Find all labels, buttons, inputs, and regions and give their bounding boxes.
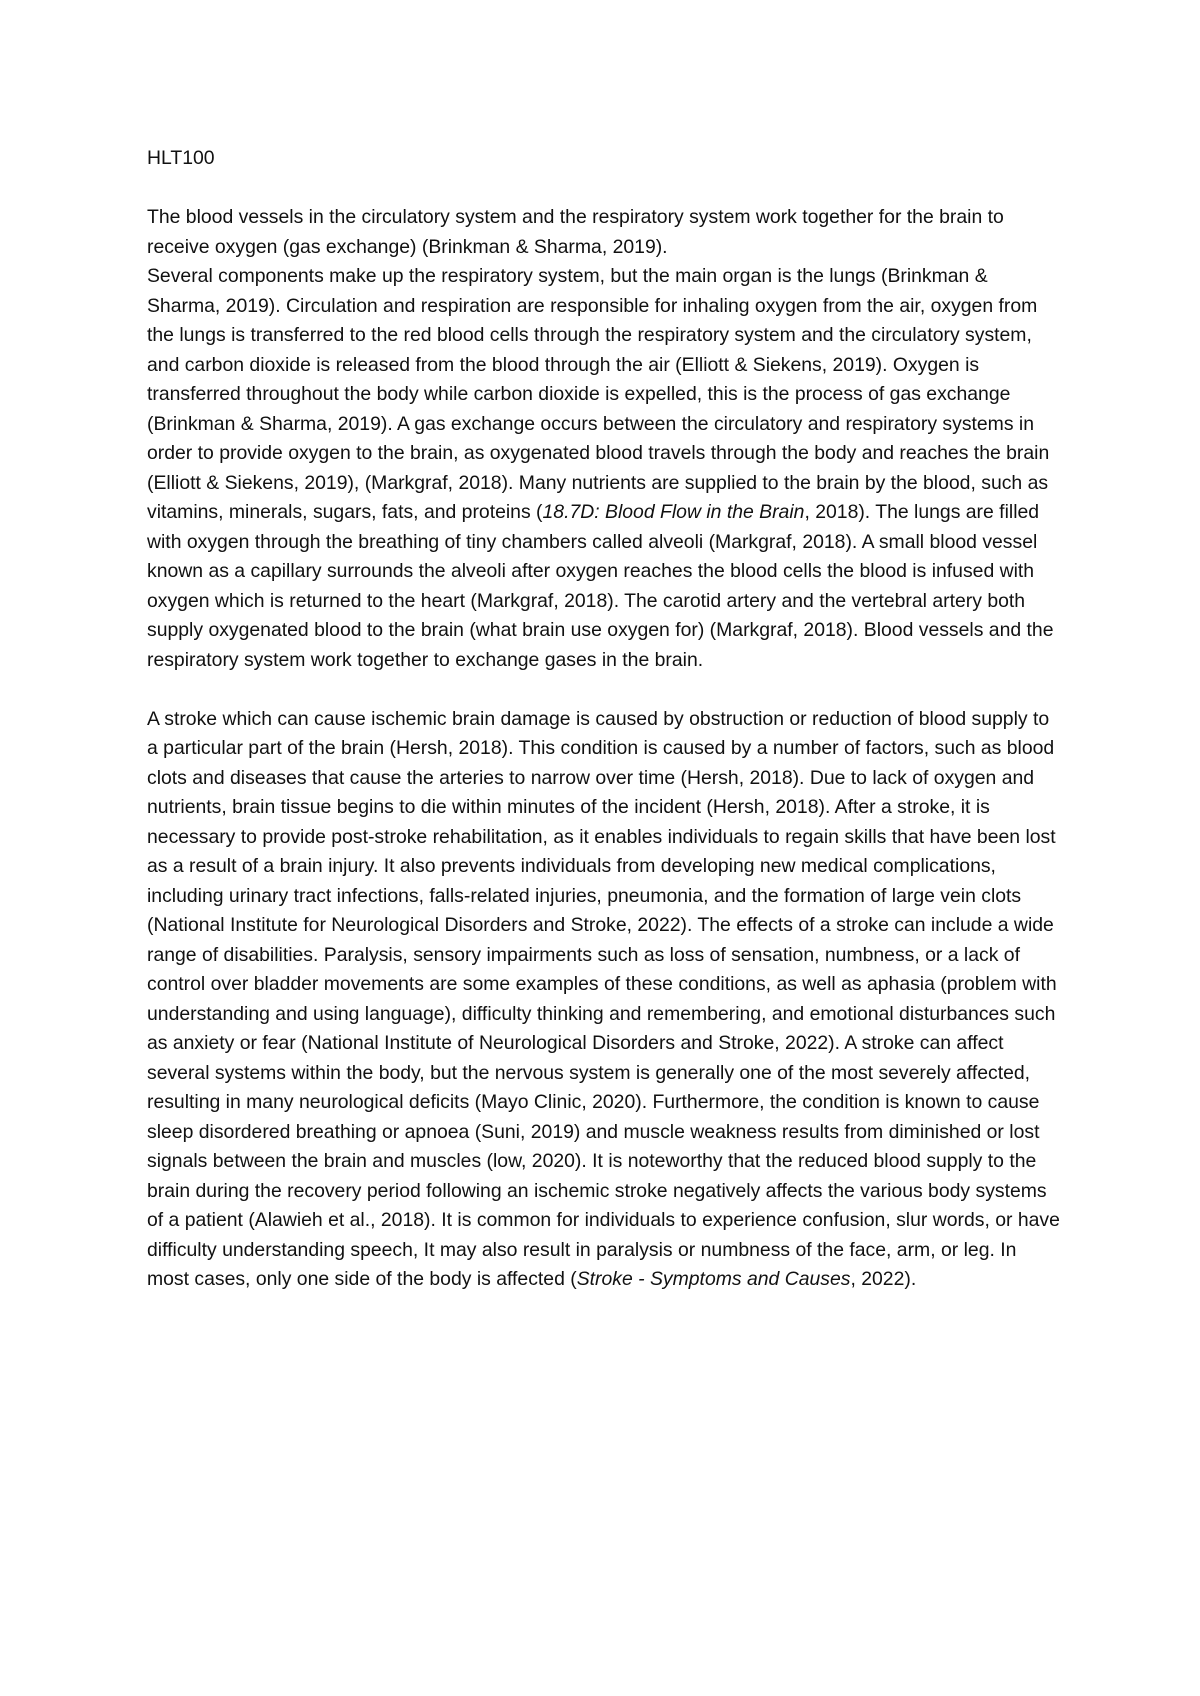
paragraph-text: , 2022). xyxy=(850,1268,917,1290)
paragraph-text: Several components make up the respiratory system, but the main organ is the lungs (Brinkman & Sharma, 2019). Circulation and respiration are responsible for inhaling oxygen from the air, oxygen from the lungs is transferred to the red blood cells through the respiratory system and the circulatory system, and carbon dioxide is released from the blood through the air (Elliott & Siekens, 2019). Oxygen is transferred throughout the body while carbon dioxide is expelled, this is the process of gas exchange (Brinkman & Sharma, 2019). A gas exchange occurs between the circulatory and respiratory systems in order to provide oxygen to the brain, as oxygenated blood travels through the body and reaches the brain (Elliott & Siekens, 2019), (Markgraf, 2018). Many nutrients are supplied to the brain by the blood, such as vitamins, minerals, sugars, fats, and proteins ( xyxy=(147,265,1050,523)
paragraph-circulatory-respiratory xyxy=(147,203,1062,675)
paragraph-text: , 2018). The lungs are filled with oxygen through the breathing of tiny chambers called alveoli (Markgraf, 2018). A small blood vessel known as a capillary surrounds the alveoli after oxygen reaches the blood cells the blood is infused with oxygen which is returned to the heart (Markgraf, 2018). The carotid artery and the vertebral artery both supply oxygenated blood to the brain (what brain use oxygen for) (Markgraf, 2018). Blood vessels and the respiratory system work together to exchange gases in the brain. xyxy=(147,501,1054,671)
course-code: HLT100 xyxy=(147,147,215,169)
paragraph-text: A stroke which can cause ischemic brain damage is caused by obstruction or reduction of blood supply to a particular part of the brain (Hersh, 2018). This condition is caused by a number of factors, such as blood clots and diseases that cause the arteries to narrow over time (Hersh, 2018). Due to lack of oxygen and nutrients, brain tissue begins to die within minutes of the incident (Hersh, 2018). After a stroke, it is necessary to provide post-stroke rehabilitation, as it enables individuals to regain skills that have been lost as a result of a brain injury. It also prevents individuals from developing new medical complications, including urinary tract infections, falls-related injuries, pneumonia, and the formation of large vein clots (National Institute for Neurological Disorders and Stroke, 2022). The effects of a stroke can include a wide range of disabilities. Paralysis, sensory impairments such as loss of sensation, numbness, or a lack of control over bladder movements are some examples of these conditions, as well as aphasia (problem with understanding and using language), difficulty thinking and remembering, and emotional disturbances such as anxiety or fear (National Institute of Neurological Disorders and Stroke, 2022). A stroke can affect several systems within the body, but the nervous system is generally one of the most severely affected, resulting in many neurological deficits (Mayo Clinic, 2020). Furthermore, the condition is known to cause sleep disordered breathing or apnoea (Suni, 2019) and muscle weakness results from diminished or lost signals between the brain and muscles (low, 2020). It is noteworthy that the reduced blood supply to the brain during the recovery period following an ischemic stroke negatively affects the various body systems of a patient (Alawieh et al., 2018). It is common for individuals to experience confusion, slur words, or have difficulty understanding speech, It may also result in paralysis or numbness of the face, arm, or leg. In most cases, only one side of the body is affected ( xyxy=(147,707,1060,1290)
italic-citation: 18.7D: Blood Flow in the Brain xyxy=(542,501,805,523)
paragraph-stroke xyxy=(147,705,1062,1295)
document-page xyxy=(147,144,1062,1324)
paragraph-intro-line: The blood vessels in the circulatory system and the respiratory system work together for the brain to receive oxygen (gas exchange) (Brinkman & Sharma, 2019). xyxy=(147,206,1004,258)
italic-citation: Stroke - Symptoms and Causes xyxy=(576,1268,851,1290)
